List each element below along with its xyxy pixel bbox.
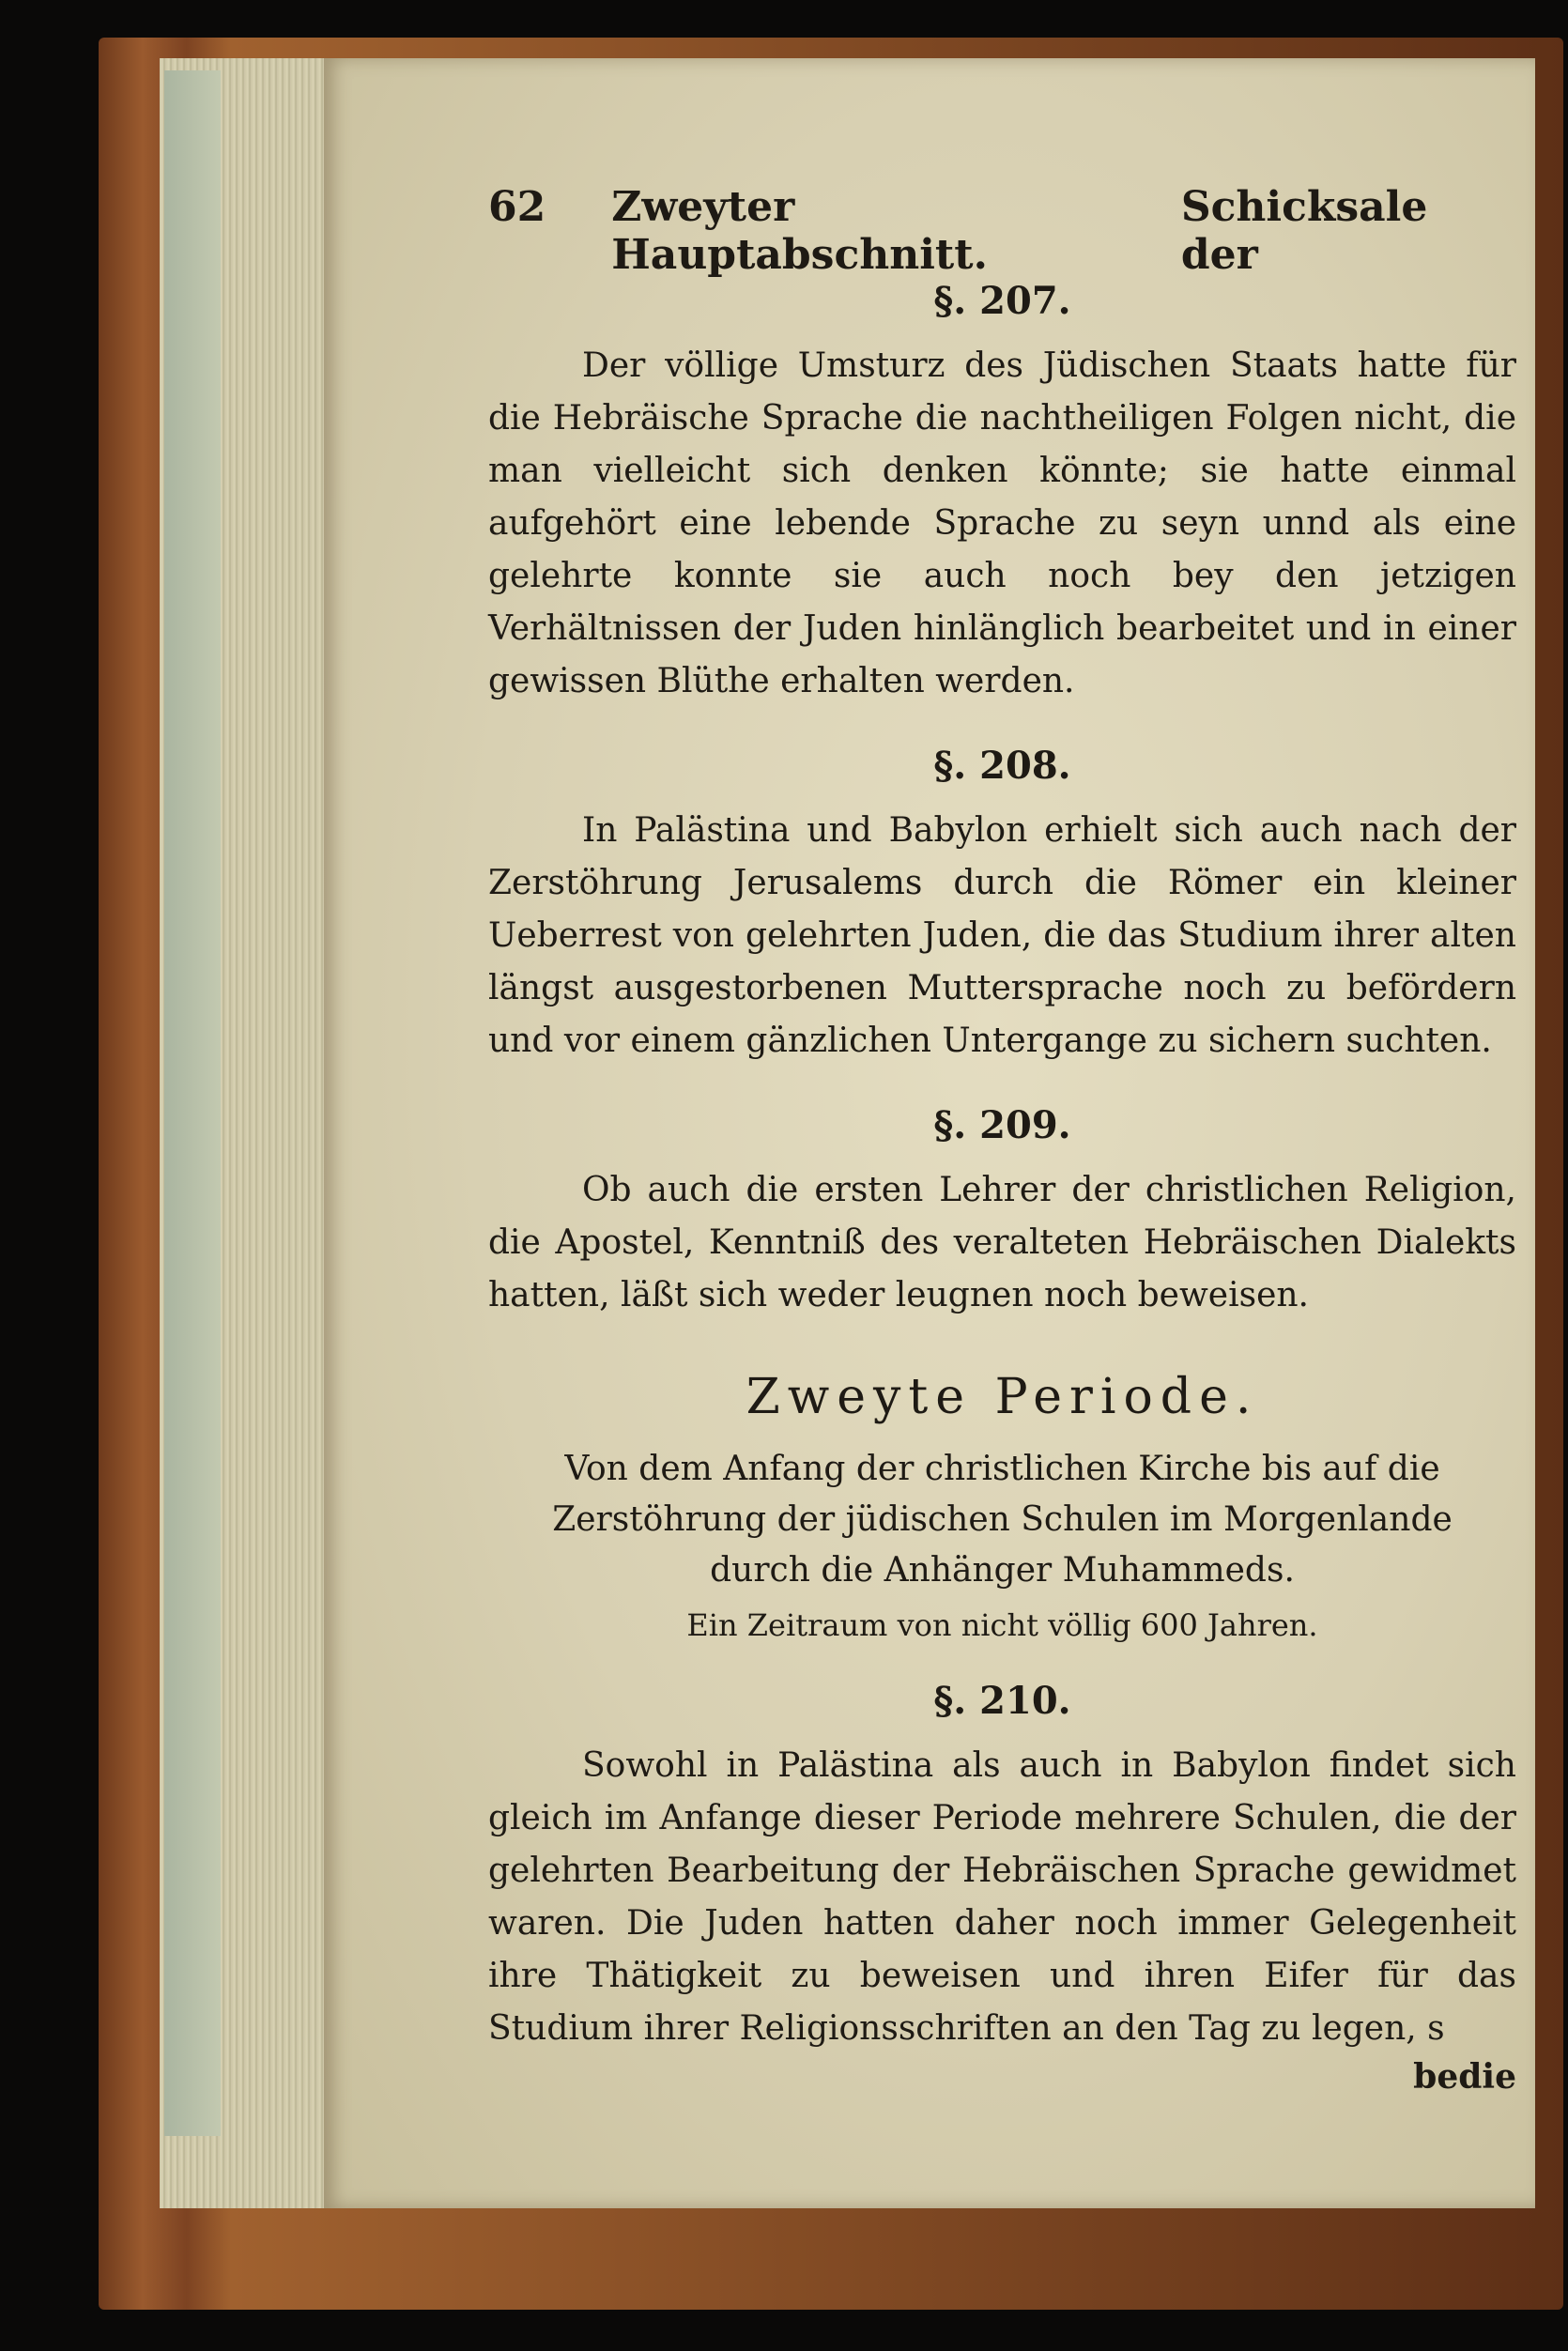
section-mark-208: §. 208. <box>933 744 1071 788</box>
paragraph-209: Ob auch die ersten Lehrer der christlichen Religion, die Apostel, Kenntniß des veralteten Hebräischen Dialekts hatten, läßt sich weder leugnen noch beweisen. <box>488 1171 1516 1314</box>
running-head <box>488 183 1516 279</box>
section-mark-207: §. 207. <box>933 279 1071 323</box>
page-text <box>488 183 1516 2097</box>
page-number: 62 <box>488 183 546 231</box>
running-head-right: Schicksale der <box>1180 183 1428 279</box>
section-mark-209: §. 209. <box>933 1103 1071 1147</box>
paragraph-207: Der völlige Umsturz des Jüdischen Staats hatte für die Hebräische Sprache die nachtheiligen Folgen nicht, die man vielleicht sich denken könnte; sie hatte einmal aufgehört eine lebende Sprache zu seyn unnd als eine gelehrte konnte sie auch noch bey den jetzigen Verhältnissen der Juden hinlänglich bearbeitet und in einer gewissen Blüthe erhalten werden. <box>488 346 1516 700</box>
section-mark-210: §. 210. <box>933 1679 1071 1723</box>
period-span: Ein Zeitraum von nicht völlig 600 Jahren. <box>686 1607 1318 1643</box>
period-subtitle: Von dem Anfang der christlichen Kirche bis auf die Zerstöhrung der jüdischen Schulen im Morgenlande durch die Anhänger Muhammeds. <box>552 1450 1453 1590</box>
endpaper-edge <box>164 70 221 2136</box>
paragraph-208: In Palästina und Babylon erhielt sich auch nach der Zerstöhrung Jerusalems durch die Römer ein kleiner Ueberrest von gelehrten Juden, die das Studium ihrer alten längst ausgestorbenen Muttersprache noch zu befördern und vor einem gänzlichen Untergange zu sichern suchten. <box>488 811 1516 1060</box>
period-title: Zweyte Periode. <box>746 1369 1259 1425</box>
catchword: bedie <box>1413 2057 1516 2097</box>
running-head-title: Zweyter Hauptabschnitt. <box>611 183 988 279</box>
paragraph-210: Sowohl in Palästina als auch in Babylon findet sich gleich im Anfange dieser Periode mehrere Schulen, die der gelehrten Bearbeitung der Hebräischen Sprache gewidmet waren. Die Juden hatten daher noch immer Gelegenheit ihre Thätigkeit zu beweisen und ihren Eifer für das Studium ihrer Religionsschriften an den Tag zu legen, s <box>488 1746 1516 2048</box>
